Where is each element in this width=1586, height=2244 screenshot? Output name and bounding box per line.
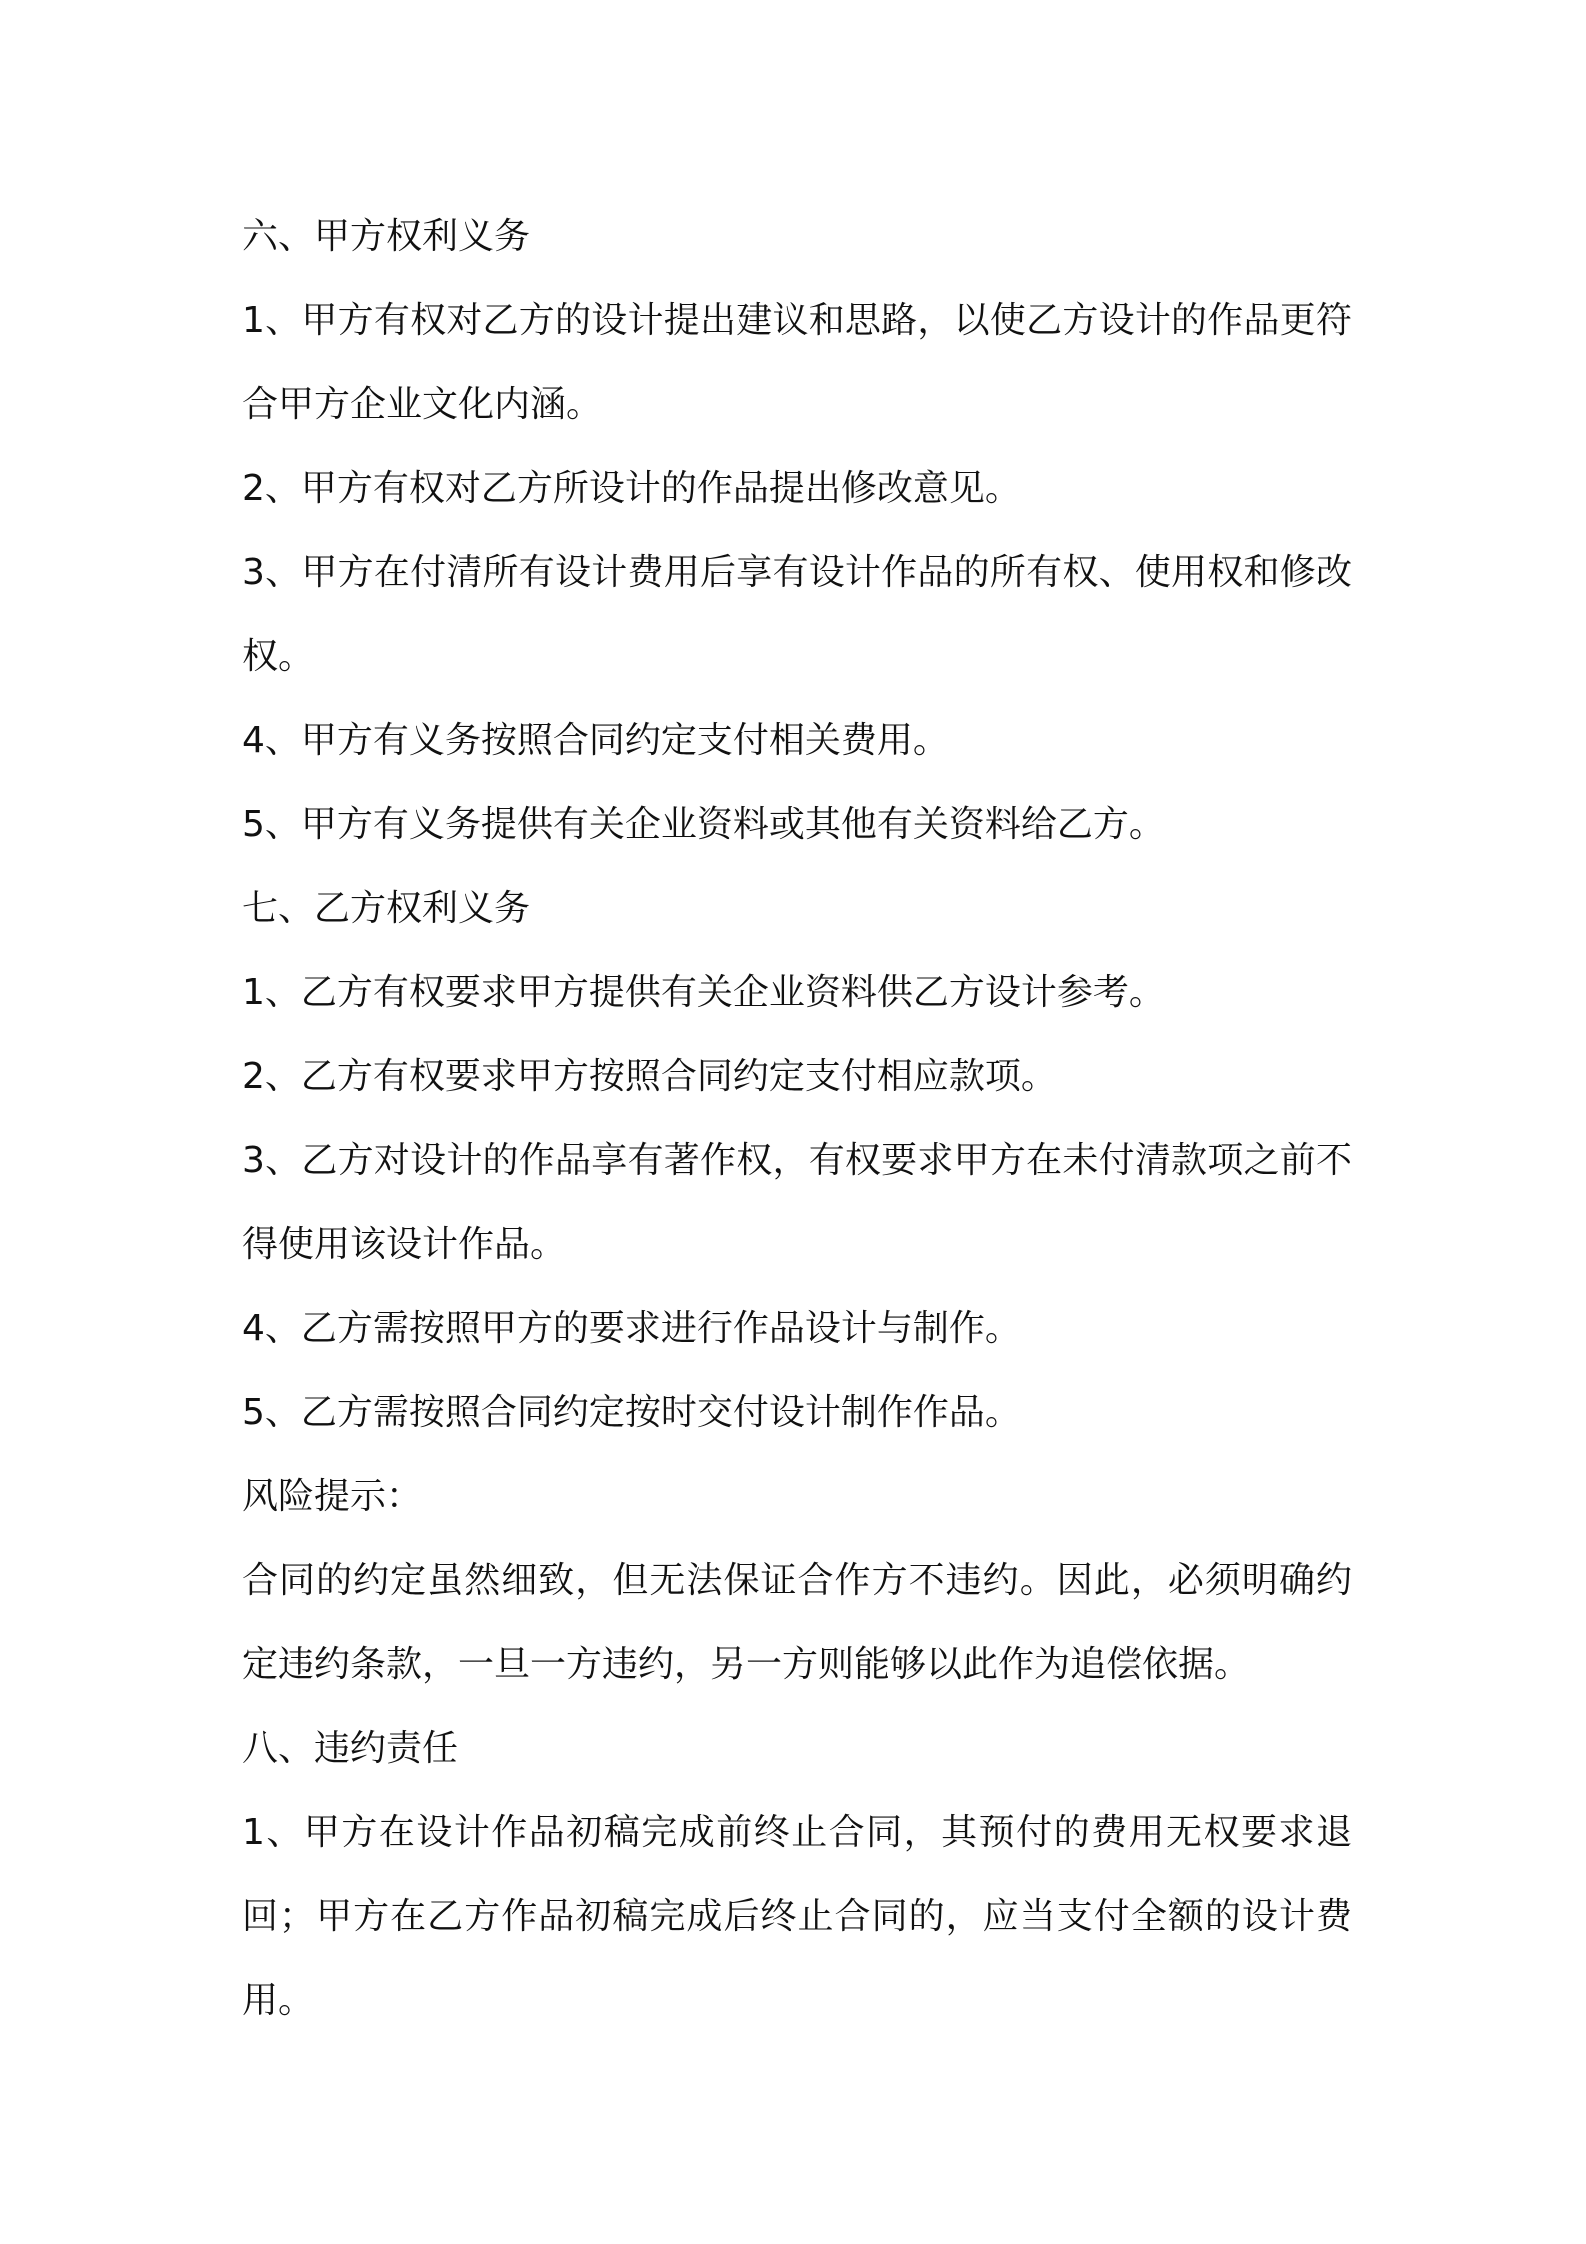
clause-6-5: 5、甲方有义务提供有关企业资料或其他有关资料给乙方。 [242, 804, 1165, 845]
clause-6-3: 3、甲方在付清所有设计费用后享有设计作品的所有权、使用权和修改权。 [242, 552, 1352, 677]
clause-7-3: 3、乙方对设计的作品享有著作权，有权要求甲方在未付清款项之前不得使用该设计作品。 [242, 1140, 1352, 1265]
clause-6-2: 2、甲方有权对乙方所设计的作品提出修改意见。 [242, 468, 1021, 509]
risk-notice-text: 合同的约定虽然细致，但无法保证合作方不违约。因此，必须明确约定违约条款，一旦一方违约，另一方则能够以此作为追偿依据。 [242, 1560, 1352, 1685]
clause-8-1: 1、甲方在设计作品初稿完成前终止合同，其预付的费用无权要求退回；甲方在乙方作品初稿完成后终止合同的，应当支付全额的设计费用。 [242, 1812, 1352, 2021]
risk-notice-heading: 风险提示： [242, 1476, 423, 1517]
clause-6-1: 1、甲方有权对乙方的设计提出建议和思路，以使乙方设计的作品更符合甲方企业文化内涵。 [242, 300, 1352, 425]
section-heading-8: 八、违约责任 [242, 1728, 459, 1769]
clause-7-5: 5、乙方需按照合同约定按时交付设计制作作品。 [242, 1392, 1021, 1433]
document-body [242, 195, 1352, 2043]
clause-7-4: 4、乙方需按照甲方的要求进行作品设计与制作。 [242, 1308, 1021, 1349]
section-heading-6: 六、甲方权利义务 [242, 216, 531, 257]
clause-7-1: 1、乙方有权要求甲方提供有关企业资料供乙方设计参考。 [242, 972, 1165, 1013]
section-heading-7: 七、乙方权利义务 [242, 888, 531, 929]
clause-7-2: 2、乙方有权要求甲方按照合同约定支付相应款项。 [242, 1056, 1057, 1097]
clause-6-4: 4、甲方有义务按照合同约定支付相关费用。 [242, 720, 949, 761]
